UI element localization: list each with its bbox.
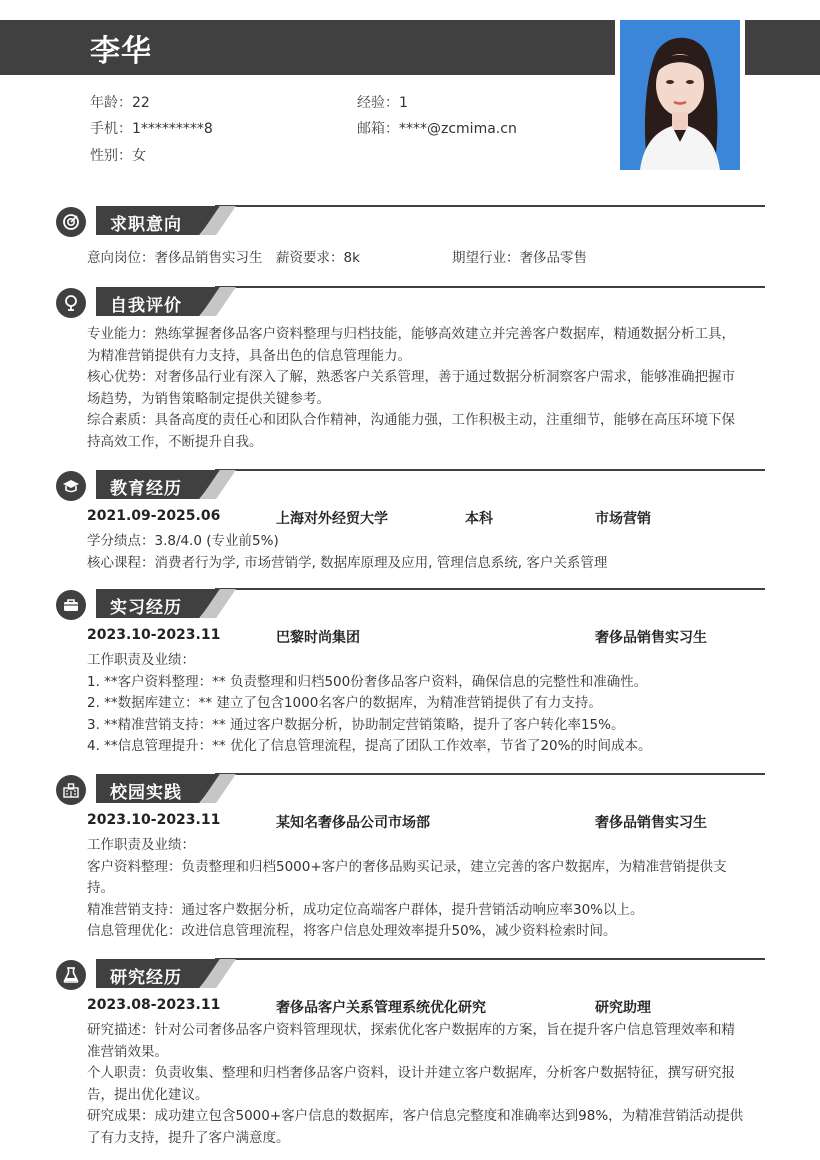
internship-role: 奢侈品销售实习生 <box>595 630 707 646</box>
section-title: 实习经历 <box>110 598 182 618</box>
campus-role: 奢侈品销售实习生 <box>595 815 707 831</box>
info-experience: 经验：1 <box>357 95 408 111</box>
education-period: 2021.09-2025.06 <box>87 508 221 524</box>
intent-industry: 期望行业：奢侈品零售 <box>452 250 587 266</box>
research-period: 2023.08-2023.11 <box>87 997 221 1013</box>
graduation-cap-icon <box>56 471 86 501</box>
school-building-icon <box>56 775 86 805</box>
research-details: 研究描述：针对公司奢侈品客户资料管理现状，探索优化客户数据库的方案，旨在提升客户信息管理效率和精 准营销效果。 个人职责：负责收集、整理和归档奢侈品客户资料，设计并建立客户数据库，分析客户数据特征，撰写研究报 告，提出优化建议。 研究成果：成功建立包含5000+客户信息的数据库，客户信息完整度和准确率达到98%，为精准营销活动提供 了有力支持，提升了客户满意度。 <box>87 1022 744 1146</box>
self-eval-text: 专业能力：熟练掌握奢侈品客户资料整理与归档技能，能够高效建立并完善客户数据库，精通数据分析工具， 为精准营销提供有力支持，具备出色的信息管理能力。 核心优势：对奢侈品行业有深入了解，熟悉客户关系管理，善于通过数据分析洞察客户需求，能够准确把握市 场趋势，为销售策略制定提供关键参考。 综合素质：具备高度的责任心和团队合作精神，沟通能力强，工作积极主动，注重细节，能够在高压环境下保 持高效工作，不断提升自我。 <box>87 326 735 450</box>
section-intent-header <box>0 205 820 239</box>
section-research-header <box>0 958 820 992</box>
internship-row <box>87 627 767 649</box>
research-project: 奢侈品客户关系管理系统优化研究 <box>276 1000 486 1016</box>
campus-details: 工作职责及业绩： 客户资料整理：负责整理和归档5000+客户的奢侈品购买记录，建立完善的客户数据库，为精准营销提供支 持。 精准营销支持：通过客户数据分析，成功定位高端客户群体，提升营销活动响应率30%以上。 信息管理优化：改进信息管理流程，将客户信息处理效率提升50%，减少资料检索时间。 <box>87 837 727 939</box>
education-major: 市场营销 <box>595 511 651 527</box>
campus-org: 某知名奢侈品公司市场部 <box>276 815 430 831</box>
internship-org: 巴黎时尚集团 <box>276 630 360 646</box>
header-bar-right <box>745 20 820 75</box>
research-role: 研究助理 <box>595 1000 651 1016</box>
internship-period: 2023.10-2023.11 <box>87 627 221 643</box>
education-school: 上海对外经贸大学 <box>276 511 388 527</box>
campus-period: 2023.10-2023.11 <box>87 812 221 828</box>
research-row <box>87 997 767 1019</box>
intent-salary: 薪资要求：8k <box>276 250 360 266</box>
info-email: 邮箱：****@zcmima.cn <box>357 121 517 137</box>
info-gender: 性别：女 <box>90 148 146 164</box>
education-row <box>87 508 767 530</box>
info-age: 年龄：22 <box>90 95 150 111</box>
section-title: 校园实践 <box>110 783 182 803</box>
profile-photo <box>620 20 740 170</box>
flask-icon <box>56 960 86 990</box>
internship-details: 工作职责及业绩： 1. **客户资料整理：** 负责整理和归档500份奢侈品客户资料，确保信息的完整性和准确性。 2. **数据库建立：** 建立了包含1000名客户的数据库，为精准营销提供了有力支持。 3. **精准营销支持：** 通过客户数据分析，协助制定营销策略，提升了客户转化率15%。 4. **信息管理提升：** 优化了信息管理流程，提高了团队工作效率，节省了20%的时间成本。 <box>87 652 652 754</box>
candidate-name: 李华 <box>90 34 152 69</box>
section-title: 求职意向 <box>110 215 182 235</box>
education-degree: 本科 <box>465 511 493 527</box>
campus-row <box>87 812 767 834</box>
section-internship-header <box>0 588 820 622</box>
intent-position: 意向岗位：奢侈品销售实习生 <box>87 250 263 266</box>
target-icon <box>56 207 86 237</box>
education-details: 学分绩点：3.8/4.0 (专业前5%) 核心课程：消费者行为学, 市场营销学, 数据库原理及应用, 管理信息系统, 客户关系管理 <box>87 533 608 571</box>
section-title: 自我评价 <box>110 296 182 316</box>
info-phone: 手机：1*********8 <box>90 121 213 137</box>
briefcase-icon <box>56 590 86 620</box>
lightbulb-icon <box>56 288 86 318</box>
section-education-header <box>0 469 820 503</box>
section-self-eval-header <box>0 286 820 320</box>
section-title: 教育经历 <box>110 479 182 499</box>
section-title: 研究经历 <box>110 968 182 988</box>
section-campus-header <box>0 773 820 807</box>
